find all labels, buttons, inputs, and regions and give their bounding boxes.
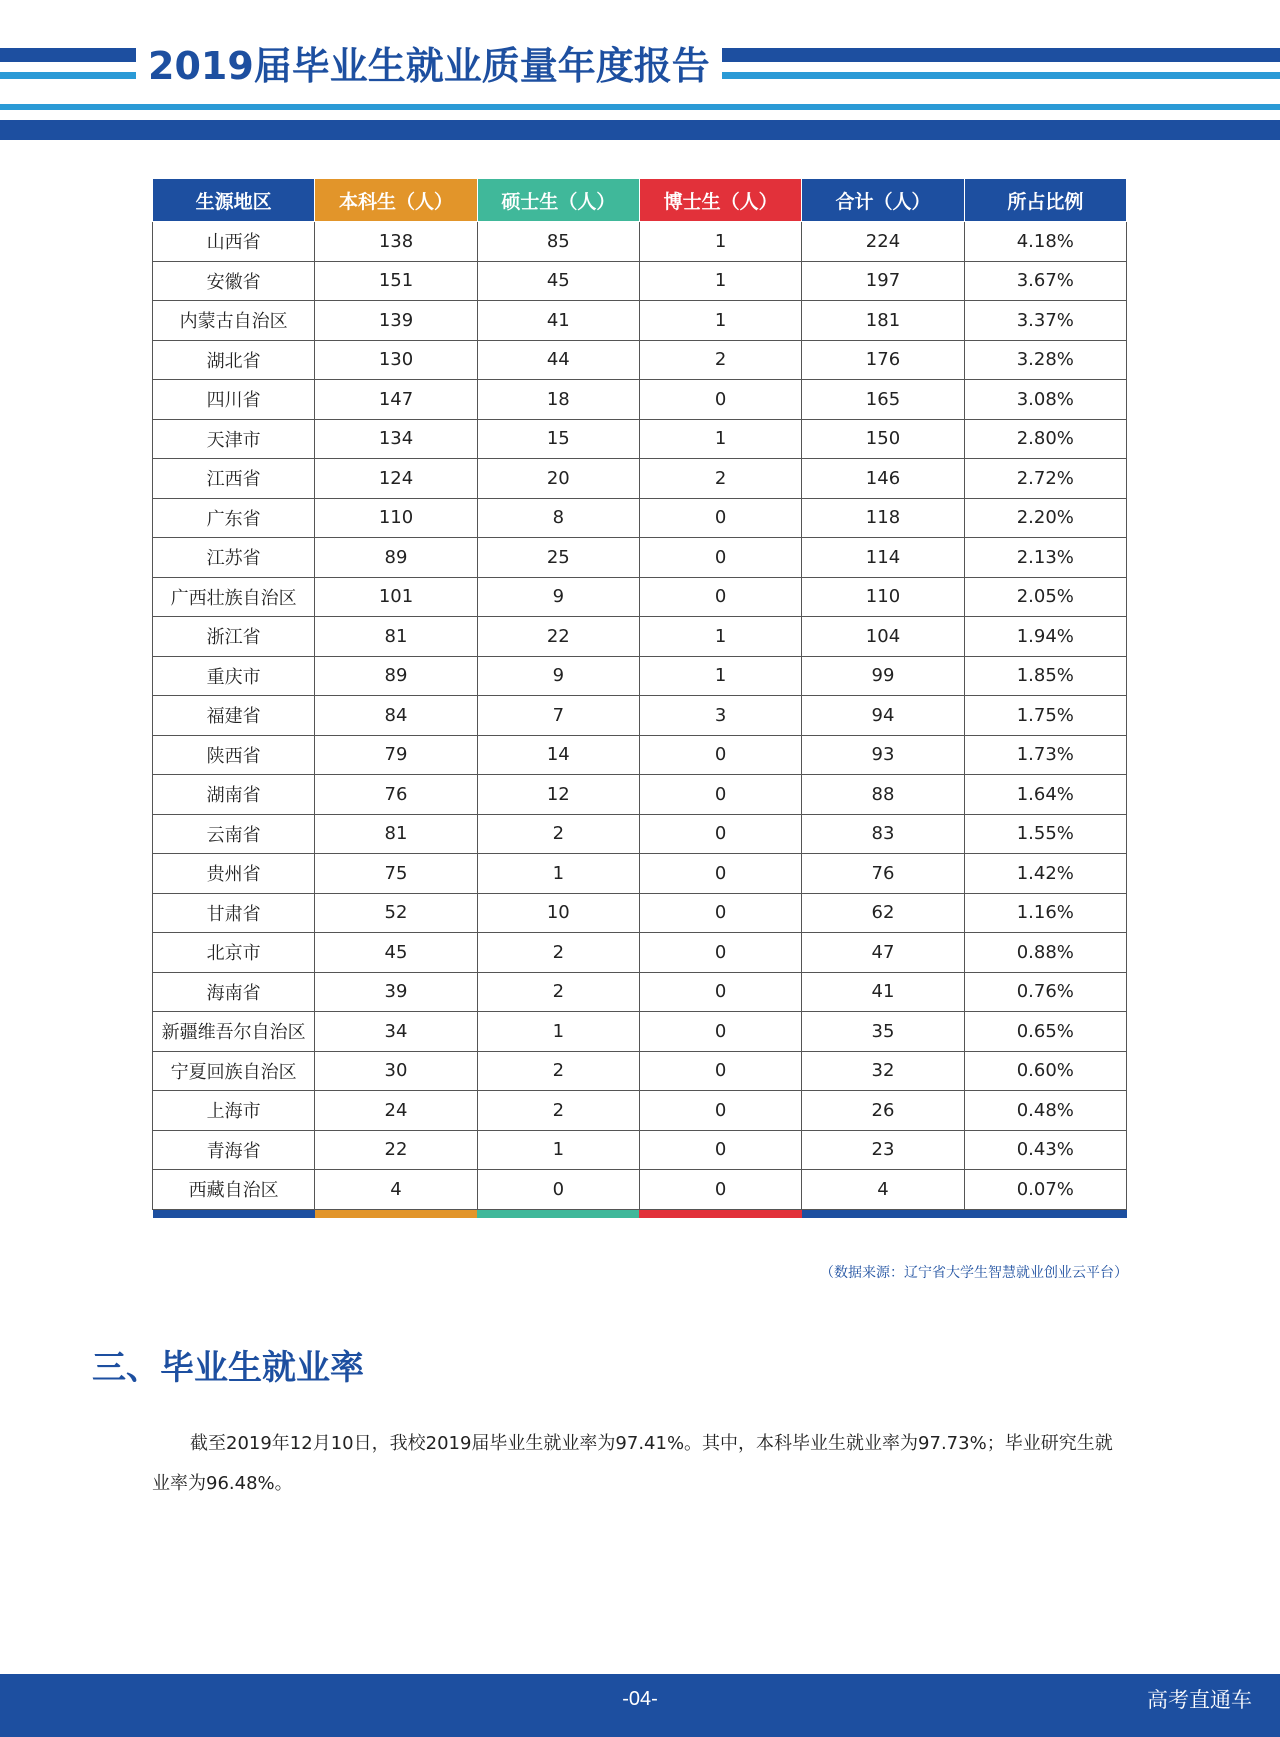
- cell-master: 44: [477, 340, 639, 380]
- cell-undergrad: 52: [315, 893, 477, 933]
- table-header-row: [153, 179, 1127, 222]
- cell-total: 47: [802, 933, 964, 973]
- header-stripe-bottom: [0, 120, 1280, 140]
- footer-bar-navy-2: [802, 1209, 964, 1218]
- footer-bar-navy: [153, 1209, 315, 1218]
- footer-bar-navy-3: [964, 1209, 1126, 1218]
- cell-undergrad: 79: [315, 735, 477, 775]
- cell-undergrad: 75: [315, 854, 477, 894]
- page-number: -04-: [622, 1688, 658, 1710]
- header-ratio: 所占比例: [964, 179, 1126, 222]
- cell-region: 青海省: [153, 1130, 315, 1170]
- cell-undergrad: 39: [315, 972, 477, 1012]
- cell-undergrad: 76: [315, 775, 477, 815]
- header-stripe-light: [0, 104, 1280, 110]
- cell-undergrad: 139: [315, 301, 477, 341]
- cell-undergrad: 22: [315, 1130, 477, 1170]
- table-row: [153, 854, 1127, 894]
- cell-doctor: 0: [639, 854, 801, 894]
- cell-undergrad: 81: [315, 617, 477, 657]
- cell-doctor: 0: [639, 577, 801, 617]
- cell-region: 四川省: [153, 380, 315, 420]
- cell-region: 广东省: [153, 498, 315, 538]
- cell-total: 23: [802, 1130, 964, 1170]
- cell-region: 西藏自治区: [153, 1170, 315, 1210]
- cell-doctor: 0: [639, 735, 801, 775]
- cell-total: 62: [802, 893, 964, 933]
- cell-master: 85: [477, 222, 639, 262]
- cell-master: 1: [477, 854, 639, 894]
- cell-undergrad: 81: [315, 814, 477, 854]
- header-region: 生源地区: [153, 179, 315, 222]
- cell-undergrad: 89: [315, 656, 477, 696]
- cell-undergrad: 134: [315, 419, 477, 459]
- cell-doctor: 2: [639, 340, 801, 380]
- table-body: [153, 222, 1127, 1210]
- cell-master: 7: [477, 696, 639, 736]
- cell-doctor: 1: [639, 656, 801, 696]
- cell-total: 176: [802, 340, 964, 380]
- cell-ratio: 0.60%: [964, 1051, 1126, 1091]
- cell-total: 197: [802, 261, 964, 301]
- cell-region: 宁夏回族自治区: [153, 1051, 315, 1091]
- cell-master: 2: [477, 1051, 639, 1091]
- cell-region: 福建省: [153, 696, 315, 736]
- cell-master: 8: [477, 498, 639, 538]
- cell-total: 94: [802, 696, 964, 736]
- cell-region: 云南省: [153, 814, 315, 854]
- table-row: [153, 380, 1127, 420]
- table-row: [153, 577, 1127, 617]
- cell-region: 湖南省: [153, 775, 315, 815]
- cell-ratio: 0.76%: [964, 972, 1126, 1012]
- cell-master: 12: [477, 775, 639, 815]
- cell-undergrad: 34: [315, 1012, 477, 1052]
- cell-undergrad: 101: [315, 577, 477, 617]
- cell-master: 2: [477, 814, 639, 854]
- cell-total: 32: [802, 1051, 964, 1091]
- cell-ratio: 3.37%: [964, 301, 1126, 341]
- cell-region: 湖北省: [153, 340, 315, 380]
- cell-doctor: 1: [639, 301, 801, 341]
- cell-ratio: 1.75%: [964, 696, 1126, 736]
- cell-master: 1: [477, 1012, 639, 1052]
- table-row: [153, 222, 1127, 262]
- cell-region: 北京市: [153, 933, 315, 973]
- cell-doctor: 0: [639, 933, 801, 973]
- table-row: [153, 696, 1127, 736]
- cell-doctor: 0: [639, 1130, 801, 1170]
- data-source-note: （数据来源：辽宁省大学生智慧就业创业云平台）: [820, 1265, 1128, 1281]
- section-paragraph: 截至2019年12月10日，我校2019届毕业生就业率为97.41%。其中，本科毕业生就业率为97.73%；毕业研究生就业率为96.48%。: [152, 1433, 1113, 1494]
- cell-ratio: 1.64%: [964, 775, 1126, 815]
- cell-total: 26: [802, 1091, 964, 1131]
- cell-ratio: 1.55%: [964, 814, 1126, 854]
- cell-total: 146: [802, 459, 964, 499]
- cell-region: 江苏省: [153, 538, 315, 578]
- cell-doctor: 1: [639, 419, 801, 459]
- cell-doctor: 0: [639, 972, 801, 1012]
- cell-total: 118: [802, 498, 964, 538]
- cell-doctor: 0: [639, 814, 801, 854]
- table-footer-bar: [153, 1209, 1127, 1218]
- cell-doctor: 0: [639, 893, 801, 933]
- cell-total: 181: [802, 301, 964, 341]
- origin-table-container: [152, 178, 1127, 1218]
- cell-total: 93: [802, 735, 964, 775]
- cell-total: 76: [802, 854, 964, 894]
- cell-doctor: 0: [639, 1012, 801, 1052]
- table-row: [153, 1170, 1127, 1210]
- cell-undergrad: 138: [315, 222, 477, 262]
- table-row: [153, 775, 1127, 815]
- table-row: [153, 459, 1127, 499]
- cell-ratio: 3.08%: [964, 380, 1126, 420]
- cell-ratio: 2.20%: [964, 498, 1126, 538]
- table-row: [153, 1012, 1127, 1052]
- cell-doctor: 0: [639, 775, 801, 815]
- cell-region: 天津市: [153, 419, 315, 459]
- cell-master: 0: [477, 1170, 639, 1210]
- header-title: 2019届毕业生就业质量年度报告: [136, 38, 722, 94]
- table-row: [153, 301, 1127, 341]
- cell-ratio: 2.72%: [964, 459, 1126, 499]
- cell-ratio: 0.48%: [964, 1091, 1126, 1131]
- cell-region: 甘肃省: [153, 893, 315, 933]
- cell-master: 2: [477, 972, 639, 1012]
- cell-master: 2: [477, 1091, 639, 1131]
- header-total: 合计（人）: [802, 179, 964, 222]
- page-header: [0, 0, 1280, 150]
- cell-master: 45: [477, 261, 639, 301]
- cell-total: 104: [802, 617, 964, 657]
- table-row: [153, 933, 1127, 973]
- cell-master: 2: [477, 933, 639, 973]
- cell-ratio: 1.85%: [964, 656, 1126, 696]
- cell-total: 165: [802, 380, 964, 420]
- cell-ratio: 0.07%: [964, 1170, 1126, 1210]
- cell-undergrad: 124: [315, 459, 477, 499]
- cell-doctor: 0: [639, 1170, 801, 1210]
- cell-undergrad: 130: [315, 340, 477, 380]
- cell-undergrad: 84: [315, 696, 477, 736]
- table-row: [153, 656, 1127, 696]
- cell-ratio: 0.43%: [964, 1130, 1126, 1170]
- footer-brand: 高考直通车: [1147, 1688, 1252, 1712]
- cell-total: 150: [802, 419, 964, 459]
- cell-ratio: 1.16%: [964, 893, 1126, 933]
- cell-doctor: 1: [639, 617, 801, 657]
- cell-ratio: 0.88%: [964, 933, 1126, 973]
- cell-undergrad: 45: [315, 933, 477, 973]
- table-row: [153, 1091, 1127, 1131]
- cell-region: 贵州省: [153, 854, 315, 894]
- cell-region: 新疆维吾尔自治区: [153, 1012, 315, 1052]
- cell-master: 1: [477, 1130, 639, 1170]
- cell-total: 41: [802, 972, 964, 1012]
- cell-doctor: 3: [639, 696, 801, 736]
- table-row: [153, 340, 1127, 380]
- cell-undergrad: 89: [315, 538, 477, 578]
- cell-undergrad: 30: [315, 1051, 477, 1091]
- cell-doctor: 1: [639, 222, 801, 262]
- section-title: 三、毕业生就业率: [92, 1348, 364, 1388]
- cell-ratio: 0.65%: [964, 1012, 1126, 1052]
- cell-doctor: 2: [639, 459, 801, 499]
- table-row: [153, 1051, 1127, 1091]
- footer-bar-red: [639, 1209, 801, 1218]
- cell-master: 9: [477, 656, 639, 696]
- cell-total: 83: [802, 814, 964, 854]
- cell-doctor: 0: [639, 1091, 801, 1131]
- cell-master: 22: [477, 617, 639, 657]
- cell-doctor: 0: [639, 498, 801, 538]
- header-undergrad: 本科生（人）: [315, 179, 477, 222]
- origin-table: [152, 178, 1127, 1218]
- cell-region: 上海市: [153, 1091, 315, 1131]
- cell-region: 江西省: [153, 459, 315, 499]
- cell-doctor: 1: [639, 261, 801, 301]
- cell-region: 山西省: [153, 222, 315, 262]
- footer-bar-teal: [477, 1209, 639, 1218]
- cell-region: 内蒙古自治区: [153, 301, 315, 341]
- cell-region: 浙江省: [153, 617, 315, 657]
- cell-total: 35: [802, 1012, 964, 1052]
- table-row: [153, 893, 1127, 933]
- cell-total: 114: [802, 538, 964, 578]
- table-row: [153, 972, 1127, 1012]
- cell-region: 安徽省: [153, 261, 315, 301]
- cell-region: 陕西省: [153, 735, 315, 775]
- table-row: [153, 814, 1127, 854]
- table-row: [153, 617, 1127, 657]
- cell-total: 99: [802, 656, 964, 696]
- cell-ratio: 1.42%: [964, 854, 1126, 894]
- cell-total: 4: [802, 1170, 964, 1210]
- cell-undergrad: 4: [315, 1170, 477, 1210]
- cell-ratio: 1.94%: [964, 617, 1126, 657]
- cell-master: 15: [477, 419, 639, 459]
- cell-master: 20: [477, 459, 639, 499]
- cell-master: 18: [477, 380, 639, 420]
- cell-ratio: 2.80%: [964, 419, 1126, 459]
- cell-total: 110: [802, 577, 964, 617]
- cell-ratio: 2.13%: [964, 538, 1126, 578]
- footer-bar-orange: [315, 1209, 477, 1218]
- cell-master: 10: [477, 893, 639, 933]
- cell-doctor: 0: [639, 538, 801, 578]
- cell-ratio: 1.73%: [964, 735, 1126, 775]
- cell-master: 14: [477, 735, 639, 775]
- cell-master: 41: [477, 301, 639, 341]
- cell-undergrad: 110: [315, 498, 477, 538]
- cell-master: 25: [477, 538, 639, 578]
- table-row: [153, 261, 1127, 301]
- cell-doctor: 0: [639, 380, 801, 420]
- table-row: [153, 1130, 1127, 1170]
- cell-ratio: 4.18%: [964, 222, 1126, 262]
- header-doctor: 博士生（人）: [639, 179, 801, 222]
- table-row: [153, 419, 1127, 459]
- cell-total: 88: [802, 775, 964, 815]
- cell-ratio: 3.28%: [964, 340, 1126, 380]
- cell-region: 海南省: [153, 972, 315, 1012]
- header-master: 硕士生（人）: [477, 179, 639, 222]
- cell-doctor: 0: [639, 1051, 801, 1091]
- table-row: [153, 735, 1127, 775]
- cell-undergrad: 147: [315, 380, 477, 420]
- cell-ratio: 2.05%: [964, 577, 1126, 617]
- cell-total: 224: [802, 222, 964, 262]
- cell-ratio: 3.67%: [964, 261, 1126, 301]
- table-row: [153, 498, 1127, 538]
- cell-undergrad: 24: [315, 1091, 477, 1131]
- cell-undergrad: 151: [315, 261, 477, 301]
- cell-region: 重庆市: [153, 656, 315, 696]
- cell-region: 广西壮族自治区: [153, 577, 315, 617]
- cell-master: 9: [477, 577, 639, 617]
- table-row: [153, 538, 1127, 578]
